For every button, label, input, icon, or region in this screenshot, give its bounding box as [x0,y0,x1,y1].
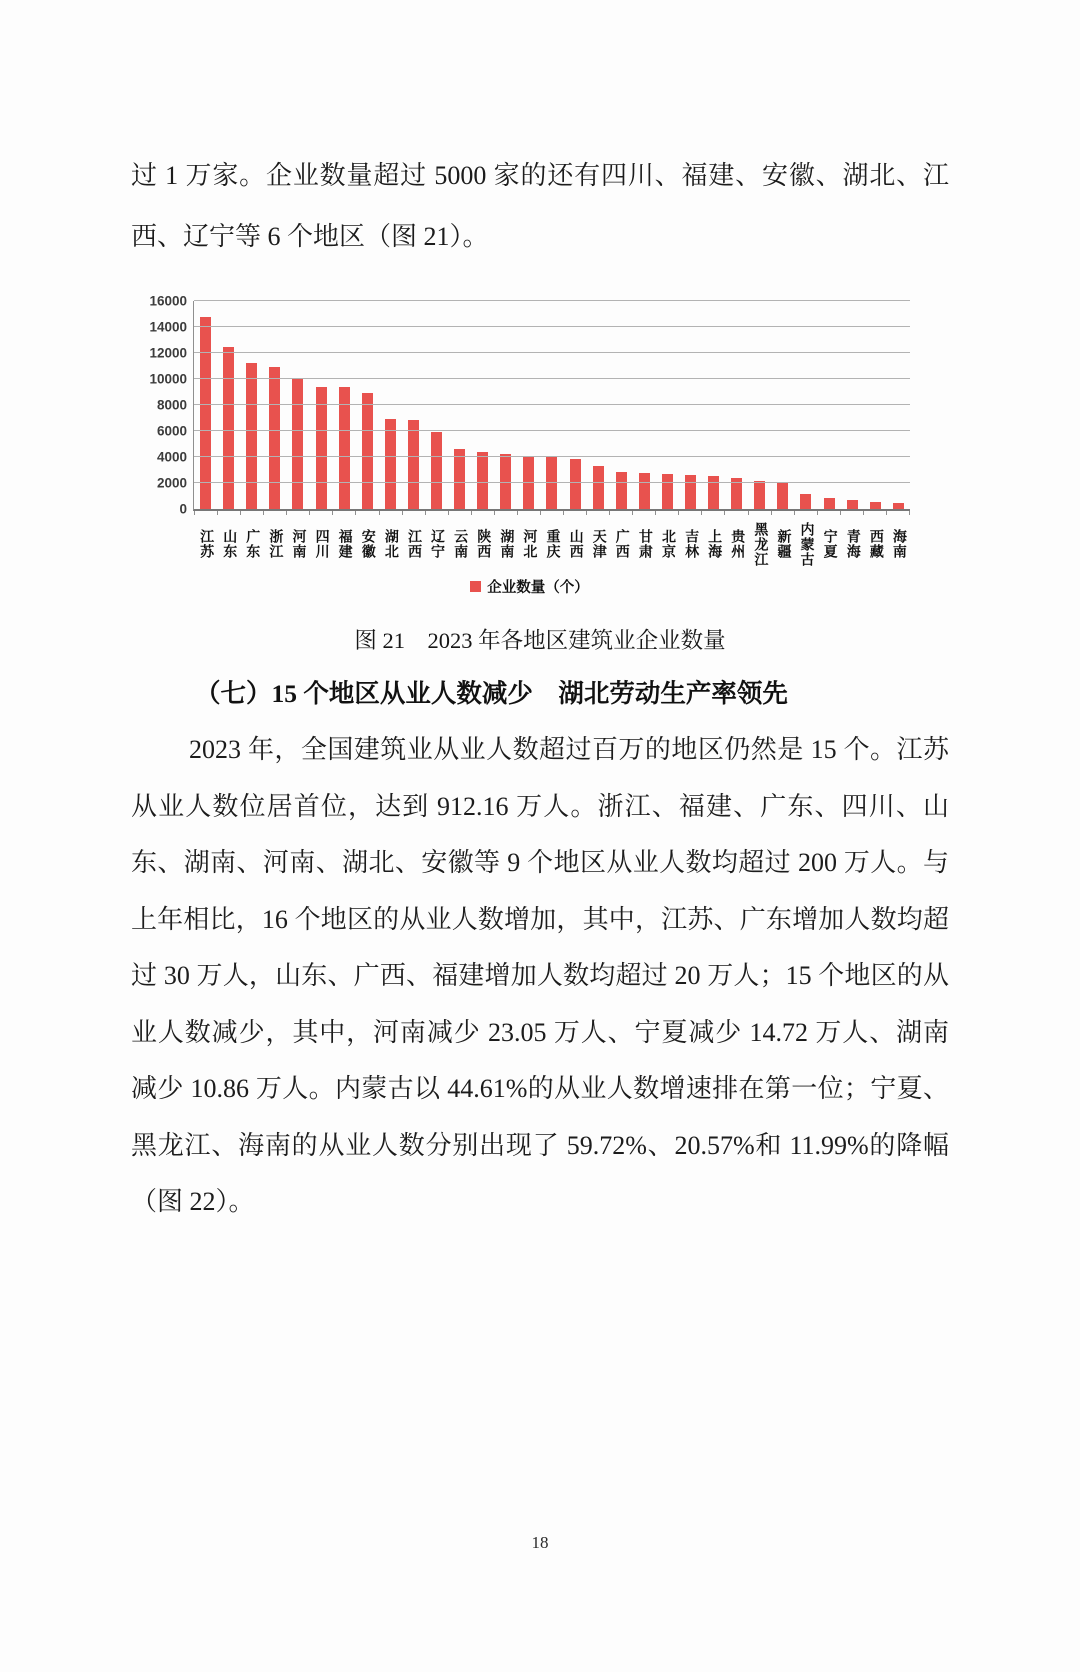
x-label-四川: 四川 [314,529,331,559]
legend-label: 企业数量（个） [487,580,589,596]
gridline [194,430,910,431]
x-label-河南: 河南 [291,529,308,559]
x-tick [194,511,218,515]
bar-山东 [217,301,240,509]
x-tick [749,511,772,515]
y-tick-label: 6000 [156,423,187,439]
x-label-天津: 天津 [591,529,608,559]
x-label-山东: 山东 [222,529,239,559]
x-label-黑龙江: 黑龙江 [753,521,770,567]
x-label-辽宁: 辽宁 [430,529,447,559]
x-label-甘肃: 甘肃 [637,529,654,559]
section-heading: （七）15 个地区从业人数减少 湖北劳动生产率领先 [195,679,788,708]
y-tick-label: 8000 [156,397,187,413]
x-label-江西: 江西 [406,529,423,559]
bar-天津 [587,301,610,509]
bar-四川 [309,301,332,509]
bar-云南 [448,301,471,509]
chart-y-axis [149,293,193,517]
x-tick [356,511,379,515]
bar-广西 [610,301,633,509]
body-paragraph: 2023 年，全国建筑业从业人数超过百万的地区仍然是 15 个。江苏从业人数位居首位，达到 912.16 万人。浙江、福建、广东、四川、山东、湖南、河南、湖北、安徽等 9 个地区从业人数均超过 200 万人。与上年相比，16 个地区的从业人数增加，其中，江苏、广东增加人数均超过 30 万人，山东、广西、福建增加人数均超过 20 万人；15 个地区的从业人数减少，其中，河南减少 23.05 万人、宁夏减少 14.72 万人、湖南减少 10.86 万人。内蒙古以 44.61%的从业人数增速排在第一位；宁夏、黑龙江、海南的从业人数分别出现了 59.72%、20.57%和 11.99%的降幅（图 22）。 [131,735,949,1216]
x-tick [864,511,887,515]
x-label-海南: 海南 [891,529,908,559]
x-tick [633,511,656,515]
y-tick-label: 4000 [156,449,187,465]
page [0,145,1080,1672]
x-label-上海: 上海 [707,529,724,559]
x-tick [656,511,679,515]
bar-湖南 [494,301,517,509]
page-number: 18 [531,1533,549,1552]
x-label-陕西: 陕西 [476,529,493,559]
x-label-安徽: 安徽 [360,529,377,559]
gridline [194,300,910,301]
y-tick-label: 10000 [149,371,187,387]
bar-海南 [887,301,910,509]
x-tick [587,511,610,515]
x-tick [472,511,495,515]
x-label-湖北: 湖北 [383,529,400,559]
bar-西藏 [864,301,887,509]
bar-江西 [402,301,425,509]
x-tick [679,511,702,515]
intro-paragraph: 过 1 万家。企业数量超过 5000 家的还有四川、福建、安徽、湖北、江西、辽宁等 6 个地区（图 21）。 [131,161,949,251]
x-tick [887,511,910,515]
x-tick [426,511,449,515]
x-label-云南: 云南 [453,529,470,559]
bar-青海 [841,301,864,509]
bar-河南 [286,301,309,509]
gridline [194,404,910,405]
x-tick [287,511,310,515]
gridline [194,326,910,327]
y-tick-label: 12000 [149,345,187,361]
gridline [194,378,910,379]
y-tick-label: 0 [179,501,187,517]
bar-山西 [564,301,587,509]
bar-甘肃 [633,301,656,509]
x-label-北京: 北京 [660,529,677,559]
x-tick [610,511,633,515]
x-tick [725,511,748,515]
x-label-吉林: 吉林 [684,529,701,559]
x-tick [241,511,264,515]
x-label-浙江: 浙江 [268,529,285,559]
legend-swatch-icon [470,581,481,592]
x-tick [264,511,287,515]
x-label-广西: 广西 [614,529,631,559]
x-tick [702,511,725,515]
x-label-山西: 山西 [568,529,585,559]
bar-吉林 [679,301,702,509]
x-label-湖南: 湖南 [499,529,516,559]
gridline [194,482,910,483]
bar-北京 [656,301,679,509]
bar-贵州 [725,301,748,509]
bar-广东 [240,301,263,509]
bar-湖北 [379,301,402,509]
x-tick [518,511,541,515]
x-tick [310,511,333,515]
bar-陕西 [471,301,494,509]
page-content [131,145,949,1231]
bar-新疆 [771,301,794,509]
x-label-福建: 福建 [337,529,354,559]
bar-辽宁 [425,301,448,509]
x-tick [333,511,356,515]
x-tick [218,511,241,515]
figure-21-chart [149,293,919,597]
bar-安徽 [356,301,379,509]
figure-caption: 图 21 2023 年各地区建筑业企业数量 [354,628,726,653]
x-tick [449,511,472,515]
bar-重庆 [540,301,563,509]
bar-黑龙江 [748,301,771,509]
bar-上海 [702,301,725,509]
y-tick-label: 16000 [149,293,187,309]
x-tick [818,511,841,515]
x-label-河北: 河北 [522,529,539,559]
bar-宁夏 [818,301,841,509]
x-label-内蒙古: 内蒙古 [799,521,816,567]
x-tick [541,511,564,515]
gridline [194,352,910,353]
chart-x-axis [194,515,910,570]
x-label-广东: 广东 [245,529,262,559]
bar-福建 [333,301,356,509]
chart-plot [193,301,910,511]
chart-legend [149,576,910,597]
bar-河北 [517,301,540,509]
x-tick [380,511,403,515]
x-label-宁夏: 宁夏 [822,529,839,559]
x-tick [403,511,426,515]
chart-bars [194,301,910,509]
x-tick [772,511,795,515]
bar-浙江 [263,301,286,509]
x-label-江苏: 江苏 [199,529,216,559]
chart-area [149,293,919,517]
x-label-贵州: 贵州 [730,529,747,559]
x-tick [495,511,518,515]
x-tick [564,511,587,515]
bar-内蒙古 [794,301,817,509]
y-tick-label: 14000 [149,319,187,335]
chart-tick-row [194,511,910,515]
gridline [194,456,910,457]
x-label-青海: 青海 [845,529,862,559]
x-tick [841,511,864,515]
bar-江苏 [194,301,217,509]
x-label-新疆: 新疆 [776,529,793,559]
x-tick [795,511,818,515]
y-tick-label: 2000 [156,475,187,491]
x-label-西藏: 西藏 [868,529,885,559]
x-label-重庆: 重庆 [545,529,562,559]
